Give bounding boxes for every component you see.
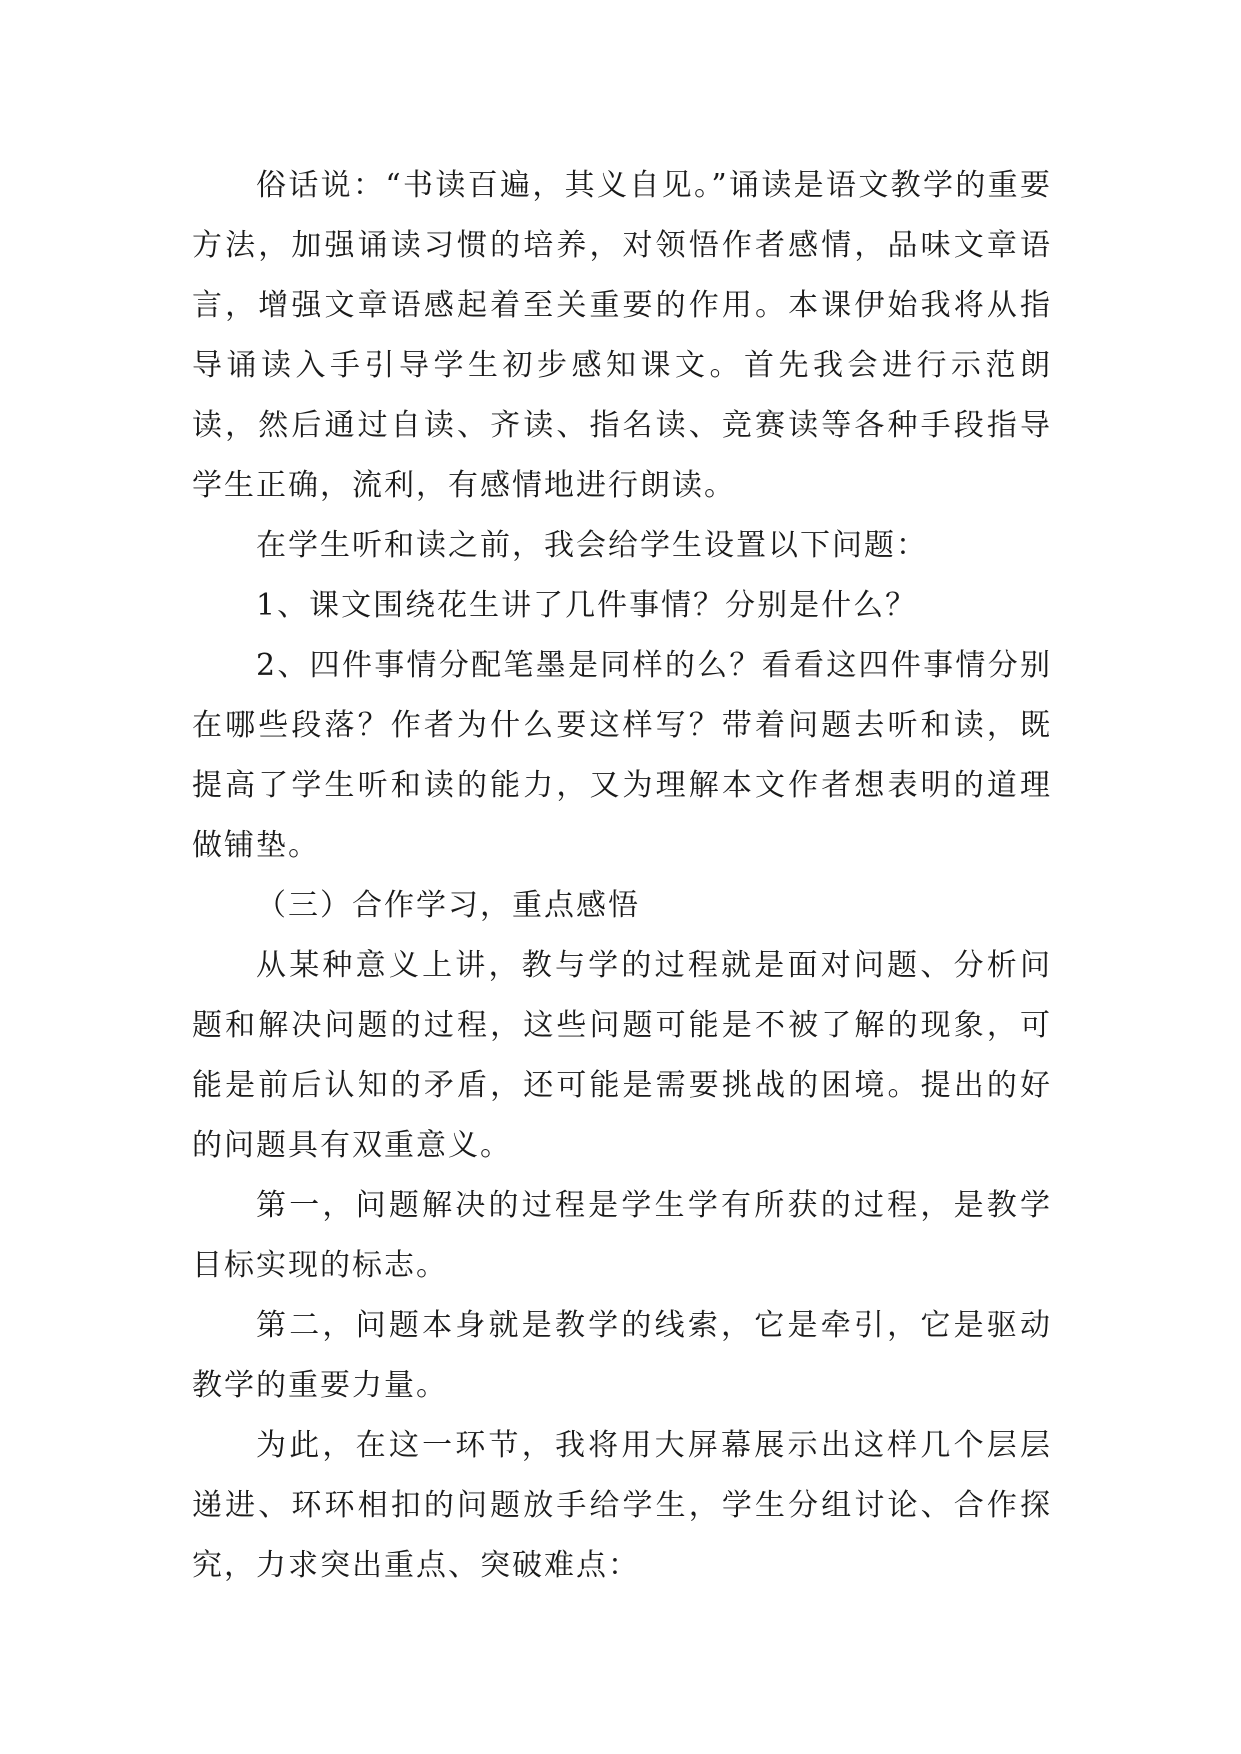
paragraph-questions-intro: 在学生听和读之前，我会给学生设置以下问题： <box>256 528 928 563</box>
section-heading-cooperative-learning: （三）合作学习，重点感悟 <box>256 888 640 923</box>
document-body <box>192 156 1052 1596</box>
question-item-2: 2、四件事情分配笔墨是同样的么？看看这四件事情分别在哪些段落？作者为什么要这样写？带着问题去听和读，既提高了学生听和读的能力，又为理解本文作者想表明的道理做铺垫。 <box>192 648 1052 863</box>
paragraph-problem-meaning: 从某种意义上讲，教与学的过程就是面对问题、分析问题和解决问题的过程，这些问题可能是不被了解的现象，可能是前后认知的矛盾，还可能是需要挑战的困境。提出的好的问题具有双重意义。 <box>192 948 1052 1163</box>
paragraph-group-discussion: 为此，在这一环节，我将用大屏幕展示出这样几个层层递进、环环相扣的问题放手给学生，学生分组讨论、合作探究，力求突出重点、突破难点： <box>192 1428 1052 1583</box>
question-item-1: 1、课文围绕花生讲了几件事情？分别是什么？ <box>256 588 918 623</box>
paragraph-reading-method: 俗话说：“书读百遍，其义自见。”诵读是语文教学的重要方法，加强诵读习惯的培养，对领悟作者感情，品味文章语言，增强文章语感起着至关重要的作用。本课伊始我将从指导诵读入手引导学生初步感知课文。首先我会进行示范朗读，然后通过自读、齐读、指名读、竞赛读等各种手段指导学生正确，流利，有感情地进行朗读。 <box>192 168 1052 503</box>
paragraph-first-point: 第一，问题解决的过程是学生学有所获的过程，是教学目标实现的标志。 <box>192 1188 1052 1283</box>
paragraph-second-point: 第二，问题本身就是教学的线索，它是牵引，它是驱动教学的重要力量。 <box>192 1308 1052 1403</box>
